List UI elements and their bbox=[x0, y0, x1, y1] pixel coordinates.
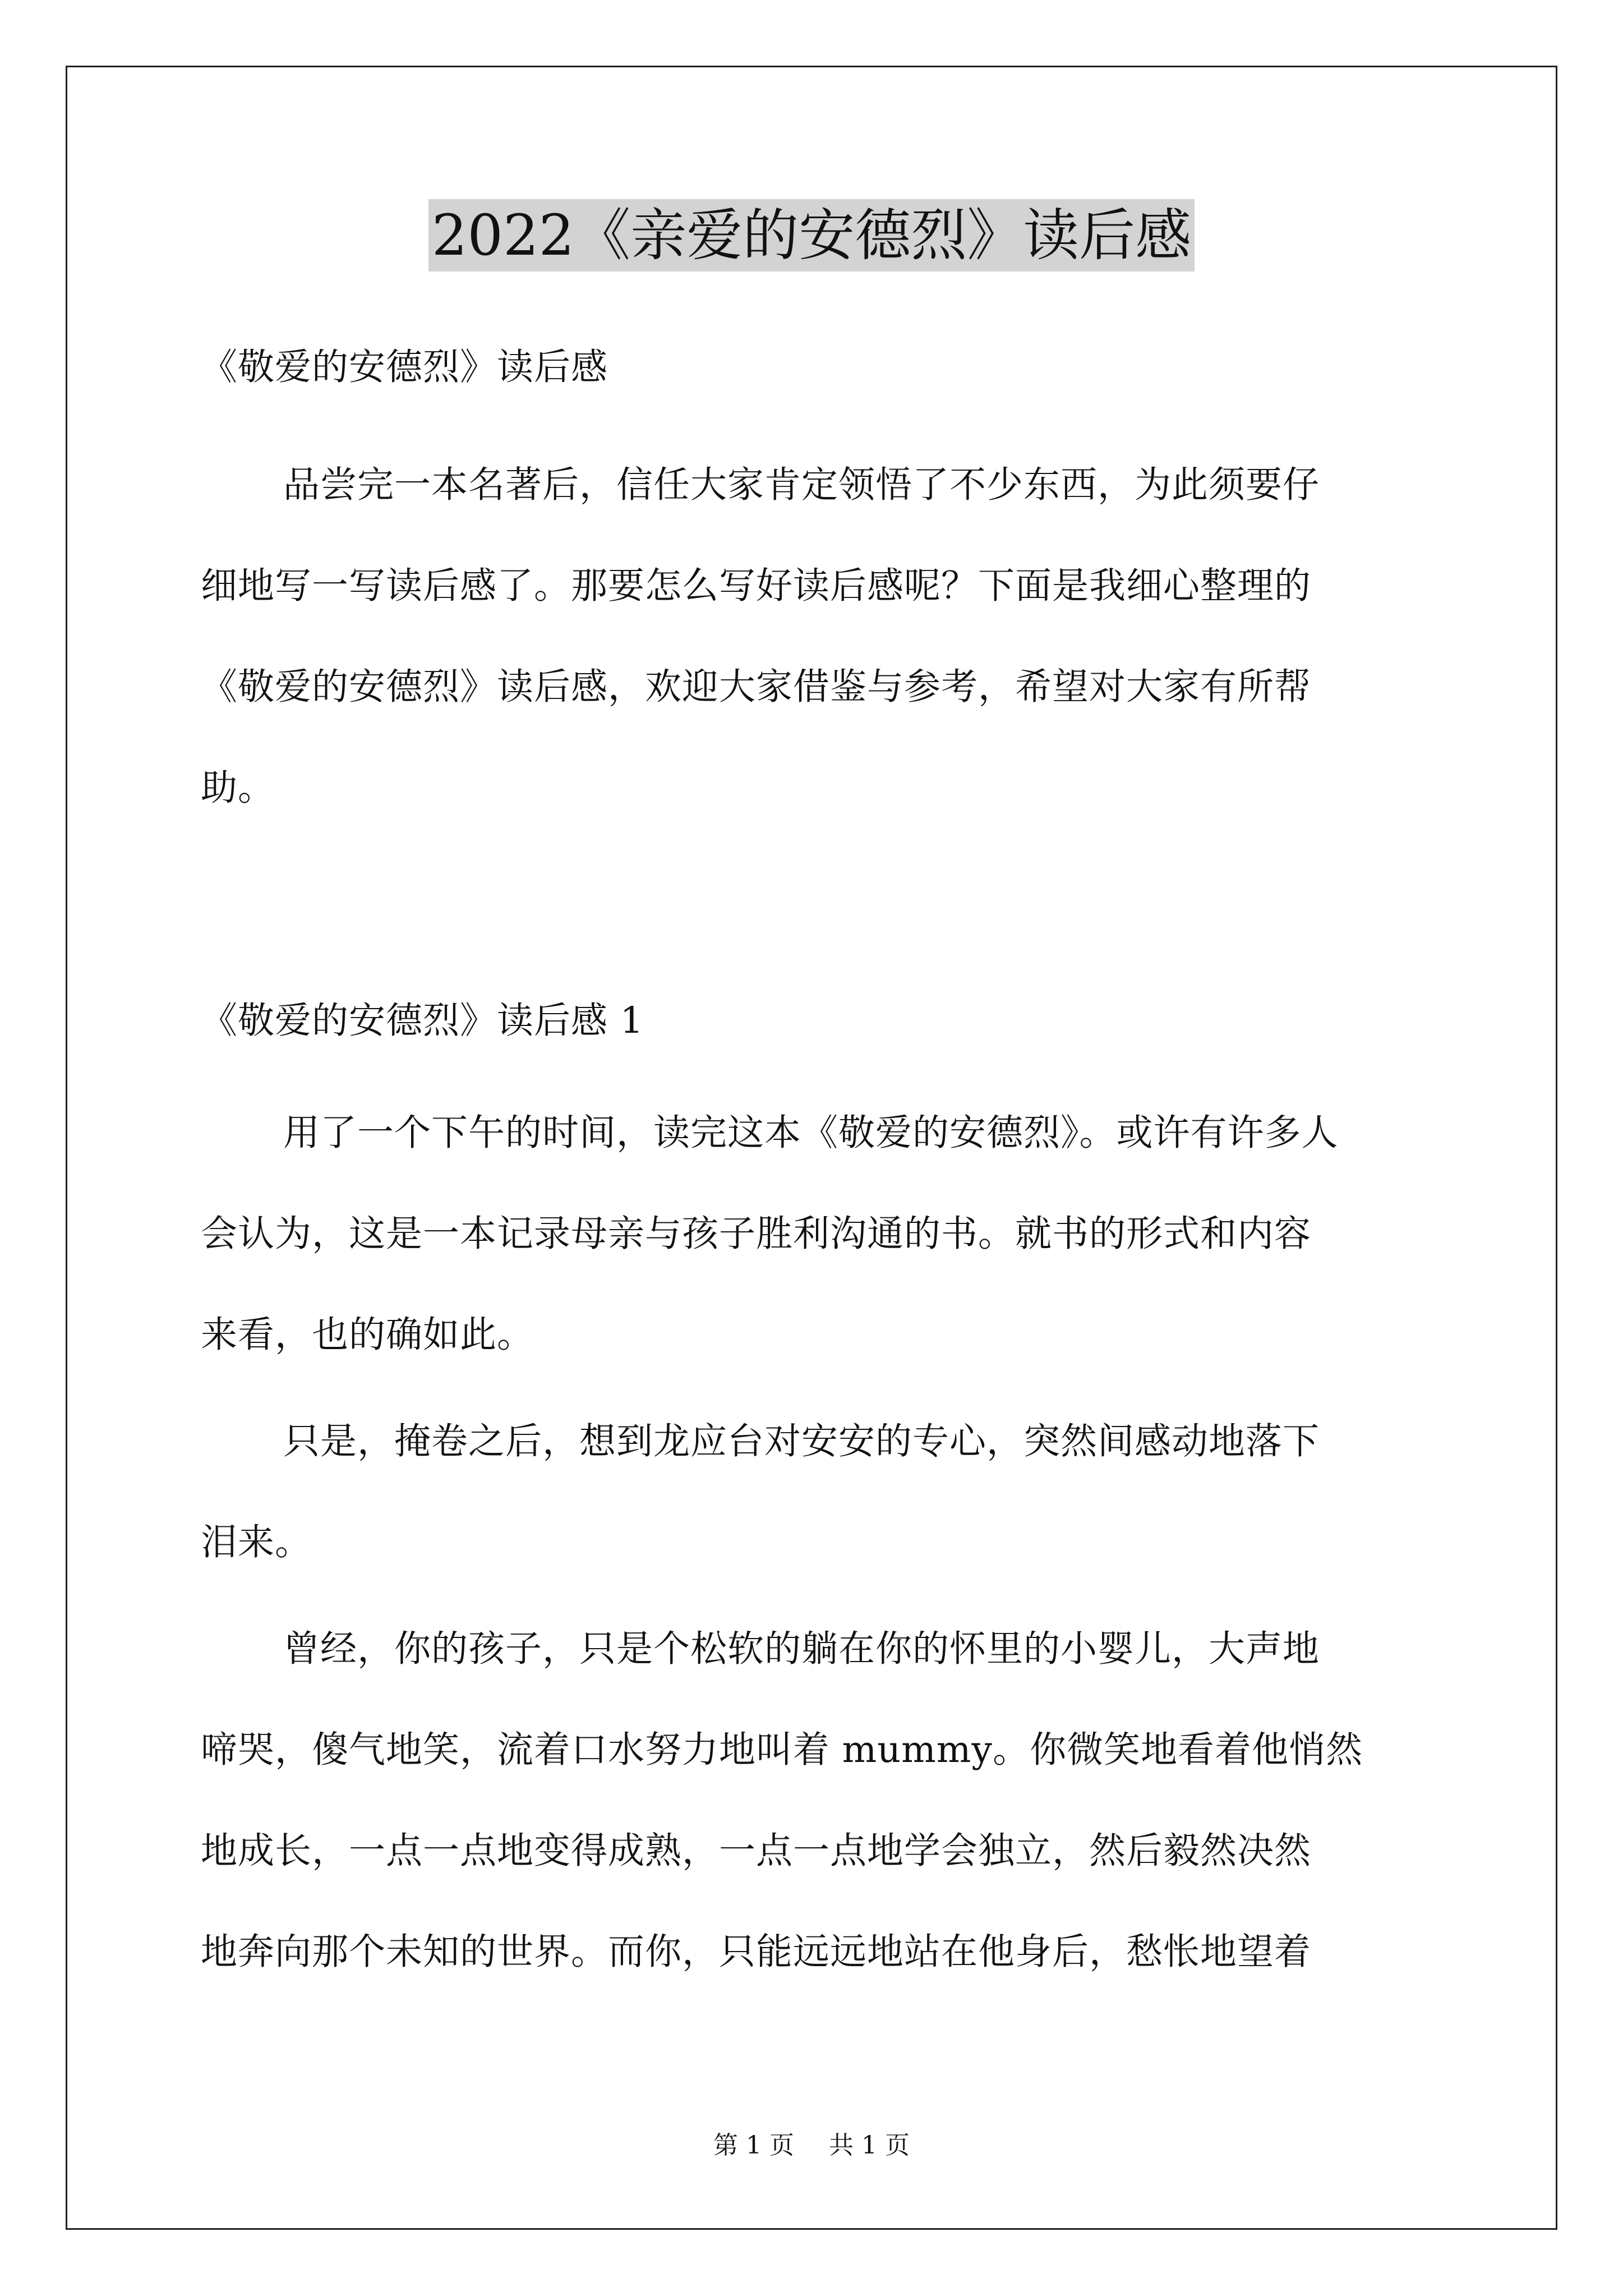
paragraph-line: 曾经，你的孩子，只是个松软的躺在你的怀里的小婴儿，大声地 bbox=[283, 1628, 1320, 1670]
section-heading: 《敬爱的安德烈》读后感 1 bbox=[201, 1000, 644, 1042]
paragraph-line: 用了一个下午的时间，读完这本《敬爱的安德烈》。或许有许多人 bbox=[283, 1112, 1339, 1154]
paragraph-line: 会认为，这是一本记录母亲与孩子胜利沟通的书。就书的形式和内容 bbox=[201, 1213, 1312, 1255]
document-title bbox=[0, 196, 1623, 275]
paragraph-line: 地奔向那个未知的世界。而你，只能远远地站在他身后，愁怅地望着 bbox=[201, 1931, 1312, 1973]
paragraph-line: 啼哭，傻气地笑，流着口水努力地叫着 mummy。你微笑地看着他悄然 bbox=[201, 1729, 1363, 1771]
paragraph-line: 品尝完一本名著后，信任大家肯定领悟了不少东西，为此须要仔 bbox=[283, 464, 1320, 506]
page-total: 共 1 页 bbox=[829, 2131, 910, 2160]
paragraph-line: 《敬爱的安德烈》读后感，欢迎大家借鉴与参考，希望对大家有所帮 bbox=[201, 666, 1312, 708]
paragraph-line: 只是，掩卷之后，想到龙应台对安安的专心，突然间感动地落下 bbox=[283, 1420, 1320, 1462]
page-footer bbox=[0, 2129, 1623, 2162]
paragraph-line: 泪来。 bbox=[201, 1521, 312, 1563]
paragraph-line: 助。 bbox=[201, 767, 275, 809]
paragraph-line: 来看，也的确如此。 bbox=[201, 1314, 534, 1356]
paragraph-line: 地成长，一点一点地变得成熟，一点一点地学会独立，然后毅然决然 bbox=[201, 1830, 1312, 1872]
paragraph-line: 细地写一写读后感了。那要怎么写好读后感呢？下面是我细心整理的 bbox=[201, 565, 1312, 607]
section-heading: 《敬爱的安德烈》读后感 bbox=[201, 346, 608, 388]
document-title-text: 2022《亲爱的安德烈》读后感 bbox=[428, 199, 1195, 272]
page-number: 第 1 页 bbox=[713, 2131, 794, 2160]
